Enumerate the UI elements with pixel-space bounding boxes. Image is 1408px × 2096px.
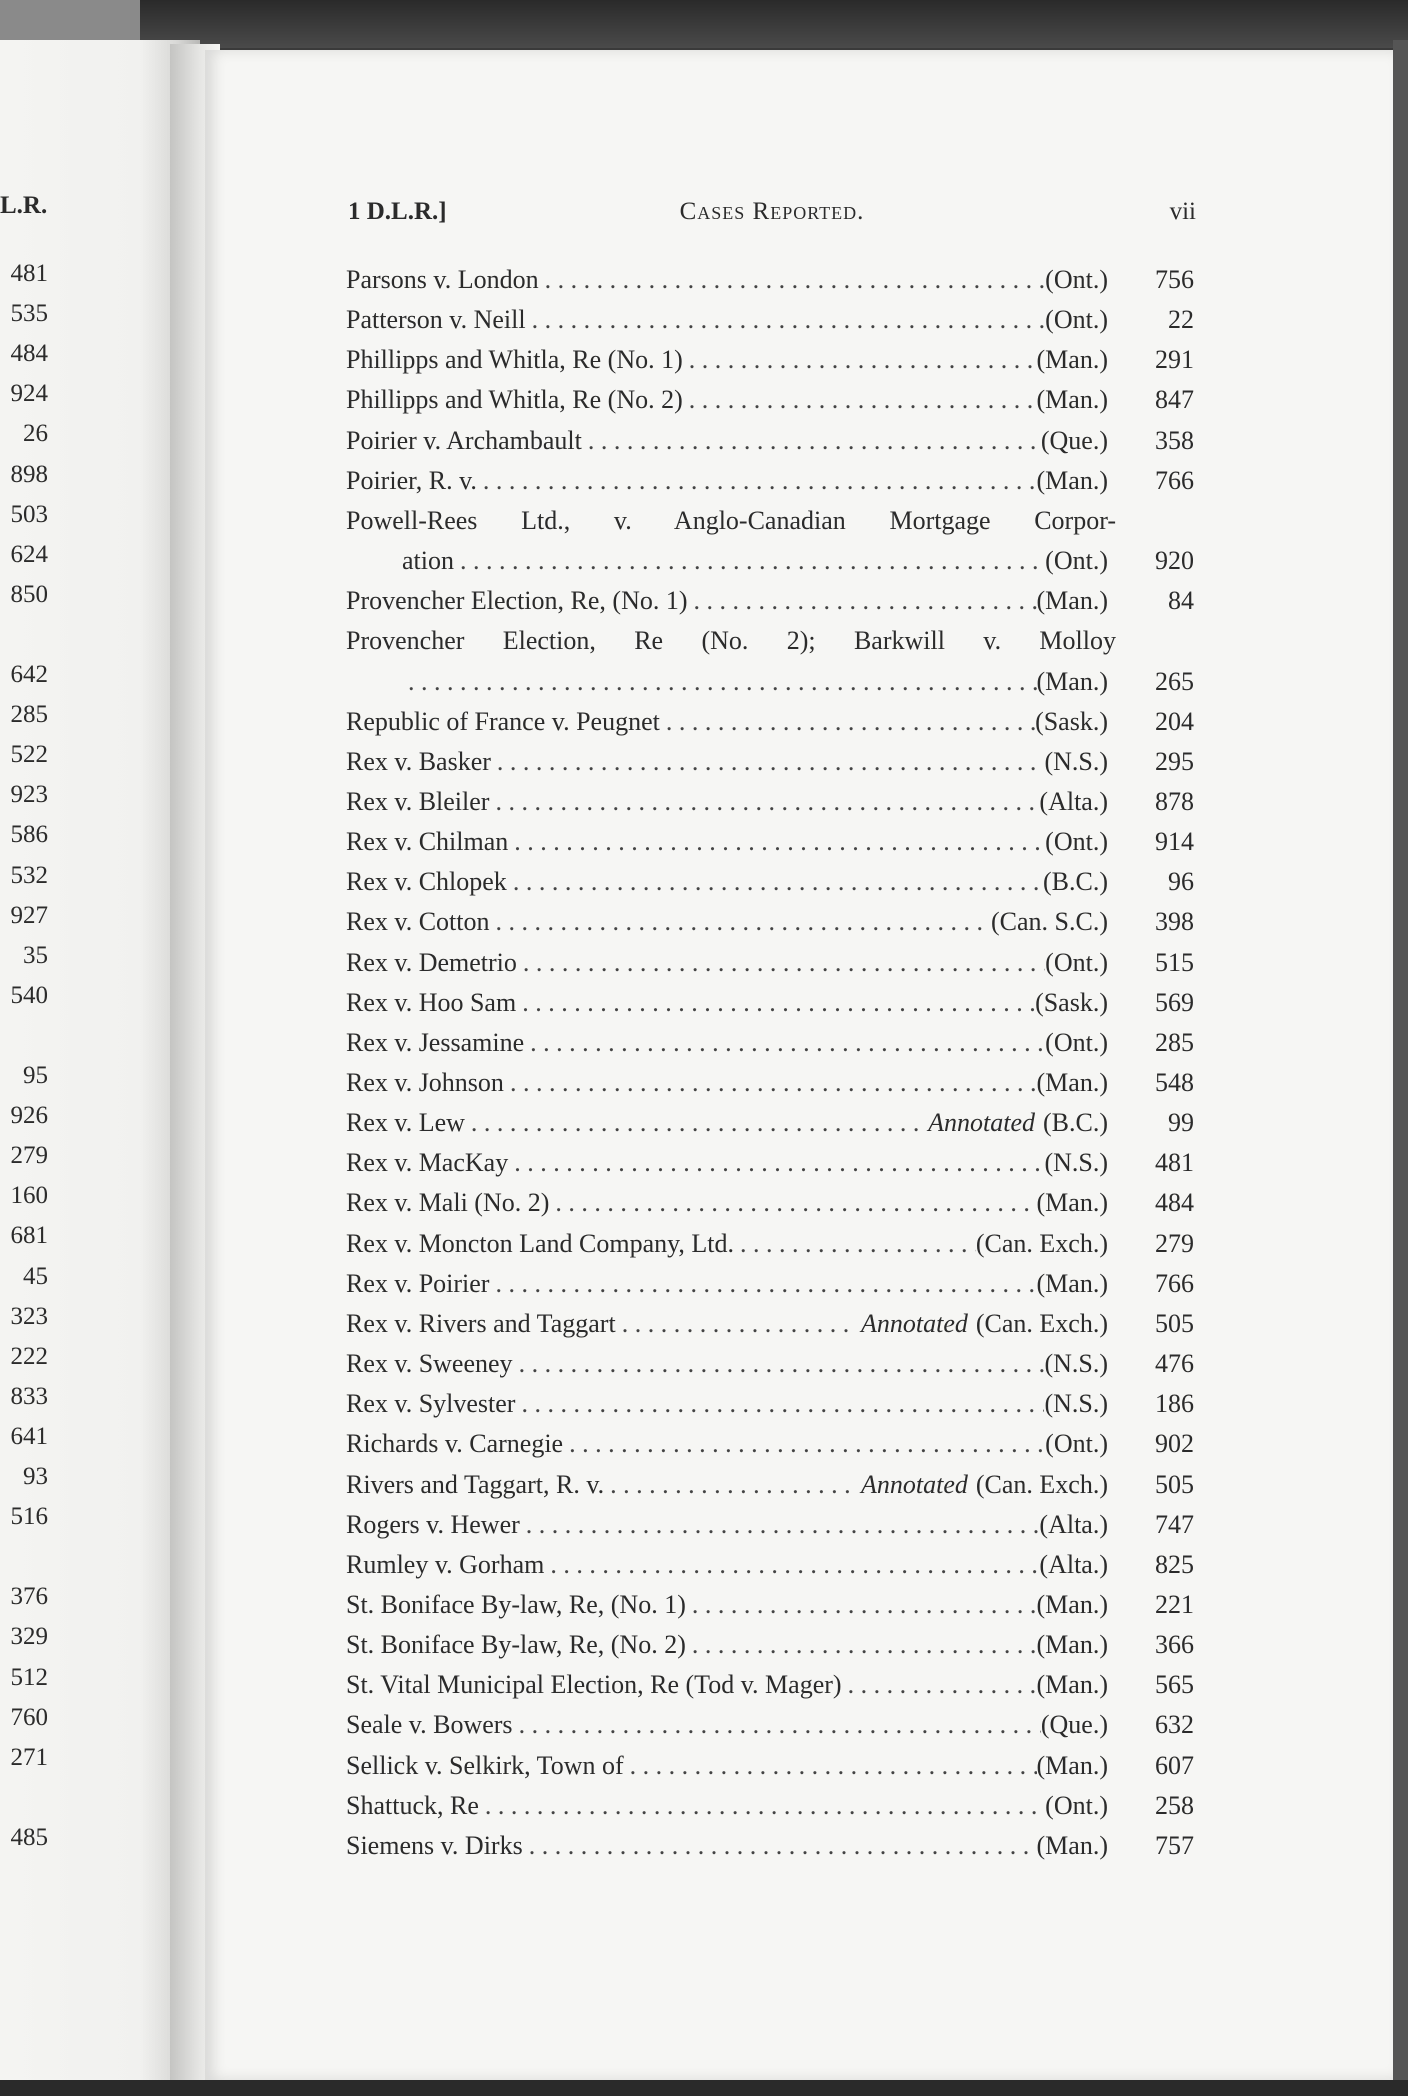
case-name: St. Boniface By-law, Re, (No. 1) (346, 1590, 686, 1619)
running-head (348, 198, 1196, 232)
case-entry (346, 1426, 1194, 1462)
dot-leader (523, 945, 1045, 981)
dot-leader (529, 1828, 1037, 1864)
case-entry (346, 302, 1194, 338)
case-name: Rex v. Bleiler (346, 787, 490, 816)
report-page-number: 291 (1155, 345, 1194, 374)
dot-leader (522, 985, 1035, 1021)
dot-leader (497, 744, 1045, 780)
court-abbreviation: (Man.) (1036, 345, 1108, 374)
page-title: Cases Reported. (679, 198, 865, 225)
case-entry (346, 1788, 1194, 1824)
court-abbreviation: (Man.) (1036, 1269, 1108, 1298)
court-abbreviation: (Sask.) (1035, 707, 1108, 736)
left-page-number: 923 (10, 781, 48, 808)
case-name: Rex v. Rivers and Taggart (346, 1309, 616, 1338)
report-page-number: 914 (1155, 827, 1194, 856)
dot-leader (622, 1306, 857, 1342)
left-page-number: 35 (23, 942, 48, 969)
case-name: Seale v. Bowers (346, 1710, 513, 1739)
scan-border (1393, 40, 1408, 2096)
dot-leader (460, 543, 1045, 579)
annotation-label: Annotated (861, 1309, 968, 1338)
court-abbreviation: (Can. Exch.) (975, 1309, 1108, 1338)
dot-leader (740, 1226, 976, 1262)
case-name: Richards v. Carnegie (346, 1429, 564, 1458)
case-entry (346, 824, 1194, 860)
case-entry (346, 704, 1194, 740)
case-entry (346, 342, 1194, 378)
court-abbreviation: (Que.) (1040, 426, 1108, 455)
left-page-number: 329 (10, 1623, 48, 1650)
case-entry (346, 985, 1194, 1021)
dot-leader (550, 1547, 1039, 1583)
dot-leader (495, 904, 991, 940)
court-abbreviation: (Sask.) (1035, 988, 1108, 1017)
court-abbreviation: (N.S.) (1044, 747, 1108, 776)
court-abbreviation: (Can. Exch.) (975, 1229, 1108, 1258)
case-entry (346, 1627, 1194, 1663)
left-page-number: 641 (10, 1423, 48, 1450)
case-name: Phillipps and Whitla, Re (No. 2) (346, 385, 683, 414)
court-abbreviation: (N.S.) (1044, 1389, 1108, 1418)
case-entry (346, 1507, 1194, 1543)
left-page-header: L.R. (0, 192, 48, 219)
case-entry (346, 1025, 1194, 1061)
court-abbreviation: (Ont.) (1045, 265, 1108, 294)
court-abbreviation: (Man.) (1036, 1670, 1108, 1699)
page-number: vii (1169, 198, 1196, 225)
left-page-number: 271 (10, 1744, 48, 1771)
left-page-number: 516 (10, 1503, 48, 1530)
dot-leader (521, 1386, 1044, 1422)
case-entry (346, 1105, 1194, 1141)
left-page-number: 898 (10, 461, 48, 488)
case-name: Shattuck, Re (346, 1791, 479, 1820)
case-name: Rex v. Johnson (346, 1068, 504, 1097)
report-page-number: 756 (1155, 265, 1194, 294)
left-page-number: 222 (10, 1343, 48, 1370)
case-name: St. Boniface By-law, Re, (No. 2) (346, 1630, 686, 1659)
case-name: Rex v. Sylvester (346, 1389, 516, 1418)
dot-leader (569, 1426, 1045, 1462)
court-abbreviation: (Man.) (1036, 586, 1108, 615)
left-page-number: 512 (10, 1664, 48, 1691)
report-page-number: 565 (1155, 1670, 1194, 1699)
case-entry (346, 1828, 1194, 1864)
dot-leader (532, 302, 1046, 338)
annotation-label: Annotated (861, 1470, 968, 1499)
left-page-number: 484 (10, 340, 48, 367)
left-page-number: 624 (10, 541, 48, 568)
court-abbreviation: (Ont.) (1045, 1429, 1108, 1458)
court-abbreviation: (N.S.) (1044, 1349, 1108, 1378)
case-name: Phillipps and Whitla, Re (No. 1) (346, 345, 683, 374)
left-page-number: 760 (10, 1704, 48, 1731)
case-entry (346, 1386, 1194, 1422)
case-entry (346, 904, 1194, 940)
case-entry (346, 583, 1194, 619)
court-abbreviation: (Alta.) (1039, 1510, 1108, 1539)
report-page-number: 186 (1155, 1389, 1194, 1418)
court-abbreviation: (Man.) (1036, 1630, 1108, 1659)
report-page-number: 920 (1155, 546, 1194, 575)
dot-leader (530, 1025, 1045, 1061)
dot-leader (495, 1266, 1036, 1302)
court-abbreviation: (Man.) (1036, 1751, 1108, 1780)
dot-leader (689, 342, 1037, 378)
dot-leader (588, 423, 1041, 459)
left-page-number: 833 (10, 1383, 48, 1410)
case-name: Rex v. Poirier (346, 1269, 490, 1298)
left-page-number: 45 (23, 1263, 48, 1290)
dot-leader (848, 1667, 1037, 1703)
left-page-number: 160 (10, 1182, 48, 1209)
left-page-number: 850 (10, 581, 48, 608)
dot-leader (666, 704, 1035, 740)
report-page-number: 757 (1155, 1831, 1194, 1860)
court-abbreviation: (Man.) (1036, 1831, 1108, 1860)
case-name: Sellick v. Selkirk, Town of (346, 1751, 624, 1780)
report-page-number: 84 (1168, 586, 1194, 615)
dot-leader (689, 382, 1037, 418)
case-entry (346, 1346, 1194, 1382)
case-entry (346, 864, 1194, 900)
left-page-number: 285 (10, 701, 48, 728)
court-abbreviation: (Man.) (1036, 667, 1108, 696)
report-page-number: 96 (1168, 867, 1194, 896)
case-entry (346, 1748, 1194, 1784)
case-entry (346, 463, 1194, 499)
report-page-number: 285 (1155, 1028, 1194, 1057)
dot-leader (519, 1346, 1045, 1382)
court-abbreviation: (Can. S.C.) (991, 907, 1108, 936)
report-page-number: 569 (1155, 988, 1194, 1017)
court-abbreviation: (Ont.) (1045, 827, 1108, 856)
report-page-number: 878 (1155, 787, 1194, 816)
dot-leader (692, 1587, 1037, 1623)
dot-leader (485, 1788, 1045, 1824)
case-name: Rex v. Sweeney (346, 1349, 513, 1378)
left-page-number: 323 (10, 1303, 48, 1330)
report-page-number: 258 (1155, 1791, 1194, 1820)
left-page-number: 522 (10, 741, 48, 768)
case-entry (402, 543, 1194, 579)
court-abbreviation: (Man.) (1036, 466, 1108, 495)
left-page-number: 532 (10, 862, 48, 889)
court-abbreviation: (N.S.) (1044, 1148, 1108, 1177)
report-page-number: 265 (1155, 667, 1194, 696)
court-abbreviation: (Ont.) (1045, 546, 1108, 575)
case-entry (346, 262, 1194, 298)
report-page-number: 398 (1155, 907, 1194, 936)
case-name: Rex v. Chlopek (346, 867, 507, 896)
left-page-number: 681 (10, 1222, 48, 1249)
case-entry (346, 1707, 1194, 1743)
report-page-number: 221 (1155, 1590, 1194, 1619)
report-page-number: 607 (1155, 1751, 1194, 1780)
report-page-number: 481 (1155, 1148, 1194, 1177)
case-name: Rex v. Mali (No. 2) (346, 1188, 550, 1217)
case-entry (346, 1145, 1194, 1181)
report-page-number: 505 (1155, 1309, 1194, 1338)
dot-leader (514, 1145, 1044, 1181)
report-page-number: 847 (1155, 385, 1194, 414)
left-page-number: 540 (10, 982, 48, 1009)
left-page-number: 95 (23, 1062, 48, 1089)
court-abbreviation: (Alta.) (1039, 787, 1108, 816)
report-page-number: 766 (1155, 1269, 1194, 1298)
report-page-number: 476 (1155, 1349, 1194, 1378)
case-name: Provencher Election, Re (No. 2); Barkwill v. Molloy (346, 626, 1116, 655)
court-abbreviation: (B.C.) (1043, 867, 1108, 896)
case-name: Republic of France v. Peugnet (346, 707, 660, 736)
report-page-number: 295 (1155, 747, 1194, 776)
scan-border (140, 0, 1408, 48)
dot-leader (545, 262, 1046, 298)
case-name: Powell-Rees Ltd., v. Anglo-Canadian Mortgage Corpor- (346, 506, 1116, 535)
report-page-number: 99 (1168, 1108, 1194, 1137)
case-entry (346, 1065, 1194, 1101)
dot-leader (519, 1707, 1041, 1743)
case-name: Rex v. Demetrio (346, 948, 517, 977)
case-entry (346, 1587, 1194, 1623)
case-entry (346, 1667, 1194, 1703)
court-abbreviation: (Man.) (1036, 1188, 1108, 1217)
volume-reference: 1 D.L.R.] (348, 198, 447, 225)
dot-leader (694, 583, 1037, 619)
report-page-number: 632 (1155, 1710, 1194, 1739)
report-page-number: 825 (1155, 1550, 1194, 1579)
left-page-number: 927 (10, 902, 48, 929)
report-page-number: 766 (1155, 466, 1194, 495)
court-abbreviation: (Ont.) (1045, 948, 1108, 977)
case-entry (346, 744, 1194, 780)
case-name: Provencher Election, Re, (No. 1) (346, 586, 688, 615)
report-page-number: 902 (1155, 1429, 1194, 1458)
case-name: Rex v. Basker (346, 747, 491, 776)
scan-border (0, 2080, 1408, 2096)
left-page-number: 586 (10, 821, 48, 848)
dot-leader (495, 784, 1039, 820)
report-page-number: 515 (1155, 948, 1194, 977)
dot-leader (408, 664, 1037, 700)
dot-leader (483, 463, 1037, 499)
dot-leader (471, 1105, 924, 1141)
court-abbreviation: (Can. Exch.) (975, 1470, 1108, 1499)
court-abbreviation: (Alta.) (1039, 1550, 1108, 1579)
case-entry (346, 382, 1194, 418)
case-name: Rex v. MacKay (346, 1148, 509, 1177)
report-page-number: 22 (1168, 305, 1194, 334)
left-page-number: 26 (23, 420, 48, 447)
case-name: Rex v. Cotton (346, 907, 490, 936)
report-page-number: 484 (1155, 1188, 1194, 1217)
dot-leader (610, 1467, 857, 1503)
court-abbreviation: (B.C.) (1043, 1108, 1108, 1137)
dot-leader (555, 1185, 1036, 1221)
case-name: Rumley v. Gorham (346, 1550, 545, 1579)
case-name: Rogers v. Hewer (346, 1510, 520, 1539)
court-abbreviation: (Man.) (1036, 1068, 1108, 1097)
dot-leader (513, 864, 1043, 900)
left-page-number: 924 (10, 380, 48, 407)
case-name-continuation: ation (402, 546, 454, 575)
left-page-number: 376 (10, 1583, 48, 1610)
report-page-number: 358 (1155, 426, 1194, 455)
court-abbreviation: (Man.) (1036, 385, 1108, 414)
dot-leader (514, 824, 1045, 860)
report-page-number: 505 (1155, 1470, 1194, 1499)
report-page-number: 366 (1155, 1630, 1194, 1659)
court-abbreviation: (Ont.) (1045, 1791, 1108, 1820)
case-entry (346, 423, 1194, 459)
case-name: Rex v. Chilman (346, 827, 509, 856)
case-entry (346, 1467, 1194, 1503)
case-entry (346, 945, 1194, 981)
case-entry (402, 664, 1194, 700)
case-name: Siemens v. Dirks (346, 1831, 523, 1860)
left-page-number: 503 (10, 501, 48, 528)
case-entry (346, 784, 1194, 820)
court-abbreviation: (Ont.) (1045, 1028, 1108, 1057)
dot-leader (526, 1507, 1040, 1543)
annotation-label: Annotated (928, 1108, 1035, 1137)
case-name: Rex v. Jessamine (346, 1028, 525, 1057)
court-abbreviation: (Ont.) (1045, 305, 1108, 334)
left-page-number: 485 (10, 1824, 48, 1851)
left-page-number: 481 (10, 260, 48, 287)
case-name: St. Vital Municipal Election, Re (Tod v. Mager) (346, 1670, 842, 1699)
case-name: Poirier, R. v. (346, 466, 477, 495)
case-name: Poirier v. Archambault (346, 426, 582, 455)
left-page-number: 535 (10, 300, 48, 327)
case-name: Rex v. Lew (346, 1108, 465, 1137)
court-abbreviation: (Que.) (1040, 1710, 1108, 1739)
case-name: Parsons v. London (346, 265, 539, 294)
case-entry (346, 1547, 1194, 1583)
case-entry (346, 1266, 1194, 1302)
case-name: Rex v. Hoo Sam (346, 988, 517, 1017)
case-entry (346, 1185, 1194, 1221)
dot-leader (692, 1627, 1037, 1663)
left-page-number: 642 (10, 661, 48, 688)
case-name: Patterson v. Neill (346, 305, 526, 334)
court-abbreviation: (Man.) (1036, 1590, 1108, 1619)
left-page-number: 279 (10, 1142, 48, 1169)
report-page-number: 548 (1155, 1068, 1194, 1097)
left-page-number: 93 (23, 1463, 48, 1490)
dot-leader (630, 1748, 1037, 1784)
case-name: Rivers and Taggart, R. v. (346, 1470, 605, 1499)
report-page-number: 204 (1155, 707, 1194, 736)
report-page-number: 747 (1155, 1510, 1194, 1539)
report-page-number: 279 (1155, 1229, 1194, 1258)
case-entry (346, 1226, 1194, 1262)
left-page-number: 926 (10, 1102, 48, 1129)
case-entry (346, 1306, 1194, 1342)
case-name: Rex v. Moncton Land Company, Ltd. (346, 1229, 735, 1258)
dot-leader (510, 1065, 1037, 1101)
